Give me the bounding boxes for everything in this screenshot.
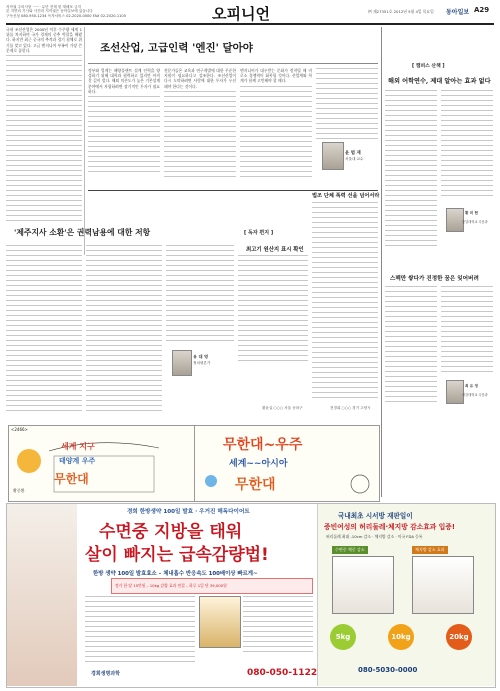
right-divider: [381, 27, 382, 497]
sun-icon: [17, 449, 41, 473]
author-photo: [322, 142, 344, 170]
masthead-rule: [6, 23, 494, 25]
ad-top-line: 경희 한방생약 100일 발효 · 우거진 해독다이어트: [127, 509, 250, 515]
body-text-lines: [312, 202, 378, 402]
masthead-line: 본 지면의 기사와 사진의 저작권은 동아일보에 있습니다: [6, 9, 93, 14]
cartoon-left-big: 무한대: [54, 472, 89, 486]
body-text-lines: [166, 245, 234, 345]
ad-right-title-2: 증빈여성의 허리둘레·체지방 감소효과 입증!: [324, 523, 455, 531]
body-text-lines: [385, 90, 437, 250]
paper-name: 동아일보: [446, 9, 470, 16]
ad-circle-1: [330, 624, 356, 650]
body-text-lines: [85, 596, 195, 662]
ad-badge-text: 정가 한 달 15만원 – 10kg 감량 효과 연결 – 하루 1일 단 39,000원: [115, 583, 227, 588]
author-name: 윤 범 재: [345, 151, 361, 156]
cartoon-number: <2466>: [11, 427, 28, 432]
ad-circle-3: [446, 624, 472, 650]
ad-banner-label-2: 체지방 감소 효과: [412, 546, 448, 554]
cartoon-left-sub: 태양계 우주: [59, 457, 96, 465]
ad-circle-1-text: 5kg: [335, 633, 351, 641]
body-text-lines: [441, 286, 493, 374]
cartoon-left-drawing: [9, 426, 194, 501]
cartoon-artist: 황중환: [13, 488, 25, 493]
column-2: [88, 68, 160, 186]
column-5: [316, 68, 378, 140]
campus-author1-name: 황 미 현: [465, 211, 478, 215]
body-text-lines: [6, 245, 82, 415]
body-text-lines: [164, 91, 236, 177]
campus-col-b: [441, 90, 493, 200]
ad-circle-2-text: 10kg: [391, 633, 411, 641]
ad-product-image: [199, 596, 241, 648]
ad-circle-3-text: 20kg: [449, 633, 469, 641]
cartoon-right-drawing: [195, 426, 379, 501]
cartoon-right-big2: 무한대: [235, 477, 276, 493]
ad-circle-2: [388, 624, 414, 650]
masthead-line: 저작권 주의사항 ······· 무단 전재 및 재배포 금지: [6, 5, 82, 9]
ad-product-name: 경희생명과학: [91, 671, 120, 677]
issue-info: ㈜ 제27351호 2012년 5월 4일 목요일: [368, 9, 434, 14]
police-title: 법조 단체 폭력 선을 넘어서라: [312, 193, 380, 199]
campus-col-d: [441, 286, 493, 374]
ad-right-phone[interactable]: 080-5030-0000: [358, 666, 418, 674]
masthead-line: 구독신청 080-950-1234 독자서비스 02-2020-0000 FAX 02-2020-1100: [6, 13, 126, 18]
campus-col-c: [385, 286, 437, 406]
campus-kicker: [ 캠퍼스 산책 ]: [412, 64, 445, 69]
ad-right-figure-2: [412, 556, 474, 614]
reader-kicker: [ 독자 편지 ]: [244, 230, 274, 236]
cartoon-panel: [8, 425, 380, 502]
planet-icon: [205, 475, 217, 487]
ad-model-photo: [7, 504, 77, 686]
masthead-left: [6, 5, 156, 18]
police-author: 전경희 ○○○ 경기 고양시: [330, 406, 371, 410]
sohwan-author-name: 유 대 영: [193, 354, 209, 359]
column-1: [6, 27, 82, 255]
ad-right-desc: 허리둘레 최대 -10cm 감소 · 체지방 감소 · 미국 FDA 등록: [326, 534, 423, 539]
cartoon-right-sub: 세계~~아시아: [229, 459, 288, 469]
headline-rule: [88, 63, 378, 64]
column-4: [240, 68, 312, 186]
body-text: 전문가들은 교육과 연구개발에 대한 꾸준한 지원이 필요하다고 강조한다. 조선산업이 다시 도약하려면 사람에 대한 투자가 우선돼야 한다는 것이다.: [164, 68, 236, 89]
campus-col-a: [385, 90, 437, 250]
ad-right-panel: [317, 504, 495, 686]
face-doodle: [351, 475, 369, 493]
body-text: 국내 조선산업은 2000년 이후 수주량 세계 1위를 차지하며 국가 경제의 중추 역할을 해왔다. 하지만 최근 중국의 추격과 경기 침체로 위기를 맞고 있다. 고급 엔지니어 부족이 가장 큰 문제로 꼽힌다.: [6, 27, 82, 53]
cartoon-left-title: 세계 지구: [61, 442, 95, 451]
body-text-lines: [86, 245, 162, 415]
section-rule: [88, 190, 378, 191]
campus-headline-2: 스펙만 쌓다가 진정한 꿈은 잊어버려: [390, 276, 479, 282]
body-text-lines: [316, 68, 378, 140]
body-text-lines: [238, 255, 308, 365]
author-title: 서울대 교수: [345, 157, 364, 161]
ad-banner-label-1: 수면중 체중 감소: [332, 546, 368, 554]
sohwan-col3: [166, 245, 234, 345]
page-number: A29: [474, 6, 490, 14]
body-text: 정부와 업계는 해양플랜트 설계 인력을 양성하기 위해 대학과 협력하고 있지만 아직 갈 길이 멀다. 해외 의존도가 높은 기본설계 분야에서 자립하려면 장기적인 투자가 필요하다.: [88, 68, 160, 94]
ad-phone[interactable]: 080-050-1122: [247, 668, 318, 678]
cartoon-right-big1: 무한대~우주: [223, 437, 303, 453]
section-title: 오피니언: [212, 5, 270, 23]
body-text-lines: [385, 286, 437, 406]
sohwan-col1: [6, 245, 82, 415]
reader-author: 황윤실 ○○○ 서울 송파구: [262, 406, 303, 410]
divider: [84, 27, 85, 255]
campus-headline-1: 해외 어학연수, 제대 알아는 효과 없다: [388, 78, 491, 85]
campus-author2-title: 서강대학교 국문과: [462, 393, 488, 397]
ad-headline-2: 살이 빠지는 급속감량법!: [85, 545, 269, 565]
sohwan-headline: '제주지사 소환'은 권력남용에 대한 저항: [14, 228, 151, 237]
reader-title: 최고기 원산지 표시 확인: [246, 247, 304, 253]
ad-subline: 한방 생약 100일 발효효소 – 체내흡수 반응속도 100배이상 빠르게~: [93, 571, 258, 577]
ad-headline-1: 수면중 지방을 태워: [99, 522, 243, 542]
body-text: 엔지니어가 대우받는 문화가 정착될 때 비로소 경쟁력이 회복될 것이다. 산업계와 학계가 함께 고민해야 할 때다.: [240, 68, 312, 84]
sohwan-author-title: 정치평론가: [193, 361, 211, 365]
police-body: [312, 202, 378, 402]
ad-body-mid: [243, 596, 313, 656]
reader-body: [238, 255, 308, 365]
body-text-lines: [240, 86, 312, 180]
campus-author1-title: 중앙대학교 국문과: [462, 220, 488, 224]
ad-right-figure-1: [332, 556, 394, 614]
ad-right-title-1: 국내최초 시서방 재판일이: [338, 512, 413, 520]
body-text-lines: [441, 90, 493, 200]
campus-author2-name: 최 유 정: [465, 384, 478, 388]
main-headline: 조선산업, 고급인력 '엔진' 달아야: [100, 42, 253, 54]
body-text-lines: [6, 55, 82, 225]
ad-badge: [111, 578, 313, 594]
sohwan-author-photo: [172, 350, 192, 376]
body-text-lines: [88, 96, 160, 176]
column-3: [164, 68, 236, 186]
body-text-lines: [243, 596, 313, 656]
sohwan-col2: [86, 245, 162, 415]
ad-box: [6, 503, 496, 688]
ad-body-left: [85, 596, 195, 662]
